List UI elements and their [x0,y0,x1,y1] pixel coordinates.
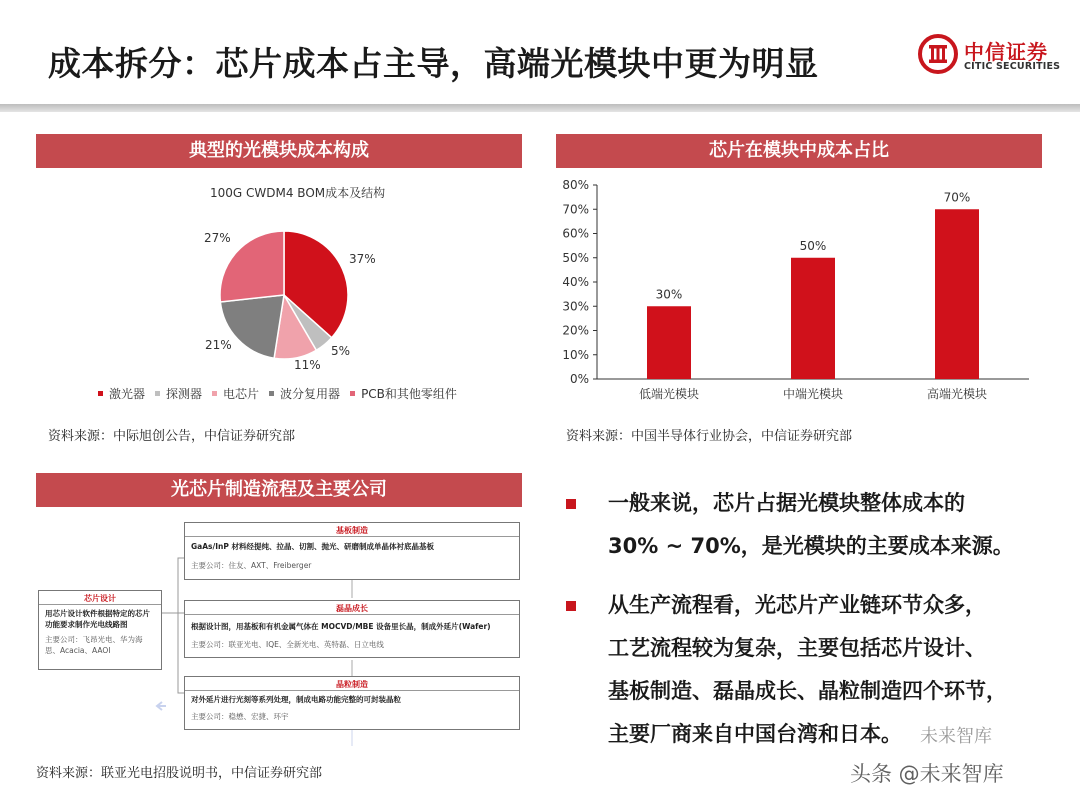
flow-box-title: 晶粒制造 [336,680,368,689]
bar-chart [555,172,1045,412]
legend-label: 波分复用器 [280,386,341,401]
pie-chart-title: 100G CWDM4 BOM成本及结构 [210,186,386,200]
bullet-line: 30% ~ 70%，是光模块的主要成本来源。 [608,534,1014,558]
watermark-secondary: 未来智库 [920,726,992,747]
bar-value-label: 30% [655,287,683,302]
legend-swatch [350,391,355,396]
flow-box-desc: 用芯片设计软件根据特定的芯片功能要求制作光电线路图 [45,609,150,629]
flow-box-title: 芯片设计 [84,594,116,603]
flow-box-title: 基板制造 [336,526,368,535]
logo-chinese-name: 中信证券 [964,40,1048,64]
flow-section-heading: 光芯片制造流程及主要公司 [36,473,522,507]
bullet-point-1 [566,482,1066,572]
flow-box-companies: 主要公司：飞昂光电、华为海思、Acacia、AAOI [45,635,143,655]
pie-legend [98,385,467,401]
flow-box-companies: 主要公司：稳懋、宏捷、环宇 [191,712,289,721]
flow-box-desc: GaAs/InP 材料经提纯、拉晶、切割、抛光、研磨制成单晶体衬底晶基板 [191,542,434,551]
flow-box-desc: 根据设计图，用基板和有机金属气体在 MOCVD/MBE 设备里长晶，制成外延片(Wafer) [191,622,491,631]
legend-item-wdm [269,385,340,401]
pie-label-electrical-chip: 11% [294,358,321,372]
bar-mid-end [791,258,835,379]
bar-high-end [935,209,979,379]
pie-label-laser: 37% [349,252,376,266]
bullet-line: 工艺流程较为复杂，主要包括芯片设计、 [608,636,986,660]
y-tick-label: 10% [562,347,589,362]
flow-box-epitaxy [184,600,520,658]
pie-label-detector: 5% [331,344,351,358]
flow-box-companies: 主要公司：联亚光电、IQE、全新光电、英特磊、日立电线 [191,640,384,649]
y-tick-label: 20% [562,323,589,338]
legend-item-electrical-chip [212,385,259,401]
legend-label: 探测器 [166,386,203,401]
citic-logo-icon [918,34,958,74]
legend-label: PCB和其他零组件 [361,386,457,401]
slide-header [0,0,1080,104]
bar-section-heading: 芯片在模块中成本占比 [556,134,1042,168]
bar-value-label: 50% [799,238,827,253]
pie-source-note: 资料来源：中际旭创公告，中信证券研究部 [48,429,296,444]
pie-section-heading: 典型的光模块成本构成 [36,134,522,168]
legend-item-detector [155,385,202,401]
bullet-marker [566,601,576,611]
citic-logo [918,32,1068,80]
y-tick-label: 40% [562,275,589,289]
flow-box-design [38,590,162,670]
slide-title: 成本拆分：芯片成本占主导，高端光模块中更为明显 [48,44,819,83]
bar-value-label: 70% [943,190,971,205]
bullet-line: 一般来说，芯片占据光模块整体成本的 [608,491,965,515]
flow-box-rule [39,604,161,605]
flow-box-companies: 主要公司：住友、AXT、Freiberger [191,561,312,570]
flow-source-note: 资料来源：联亚光电招股说明书，中信证券研究部 [36,766,323,781]
legend-swatch [269,391,274,396]
flow-box-rule [185,536,519,537]
y-tick-label: 80% [562,178,589,192]
flow-box-rule [185,614,519,615]
flow-box-grain [184,676,520,730]
legend-label: 电芯片 [223,386,260,401]
legend-swatch [212,391,217,396]
flow-box-desc: 对外延片进行光刻等系列处理，制成电路功能完整的可封装晶粒 [191,695,401,704]
pie-label-wdm: 21% [205,338,232,352]
x-category-label: 中端光模块 [782,387,844,401]
legend-swatch [155,391,160,396]
x-category-label: 低端光模块 [638,387,700,401]
flow-diagram [36,518,522,750]
bullet-line: 主要厂商来自中国台湾和日本。 [608,722,902,746]
flow-box-substrate [184,522,520,580]
header-divider [0,104,1080,112]
y-tick-label: 50% [562,250,589,265]
watermark-primary: 头条 @未来智库 [850,762,1004,786]
x-category-label: 高端光模块 [926,387,988,401]
bar-source-note: 资料来源：中国半导体行业协会，中信证券研究部 [566,429,853,444]
logo-english-name: CITIC SECURITIES [964,61,1061,72]
legend-item-pcb [350,385,457,401]
bar-low-end [647,306,691,379]
pie-label-pcb: 27% [204,231,231,245]
legend-item-laser [98,385,145,401]
pie-chart [180,200,400,380]
legend-swatch [98,391,103,396]
y-tick-label: 0% [569,372,589,386]
y-tick-label: 70% [562,202,589,217]
bullet-line: 基板制造、磊晶成长、晶粒制造四个环节， [608,679,1007,703]
bullet-marker [566,499,576,509]
flow-box-rule [185,690,519,691]
y-tick-label: 60% [562,226,589,241]
legend-label: 激光器 [109,386,146,401]
flow-box-title: 磊晶成长 [336,604,368,613]
y-tick-label: 30% [562,299,589,314]
bullet-line: 从生产流程看，光芯片产业链环节众多， [608,593,986,617]
